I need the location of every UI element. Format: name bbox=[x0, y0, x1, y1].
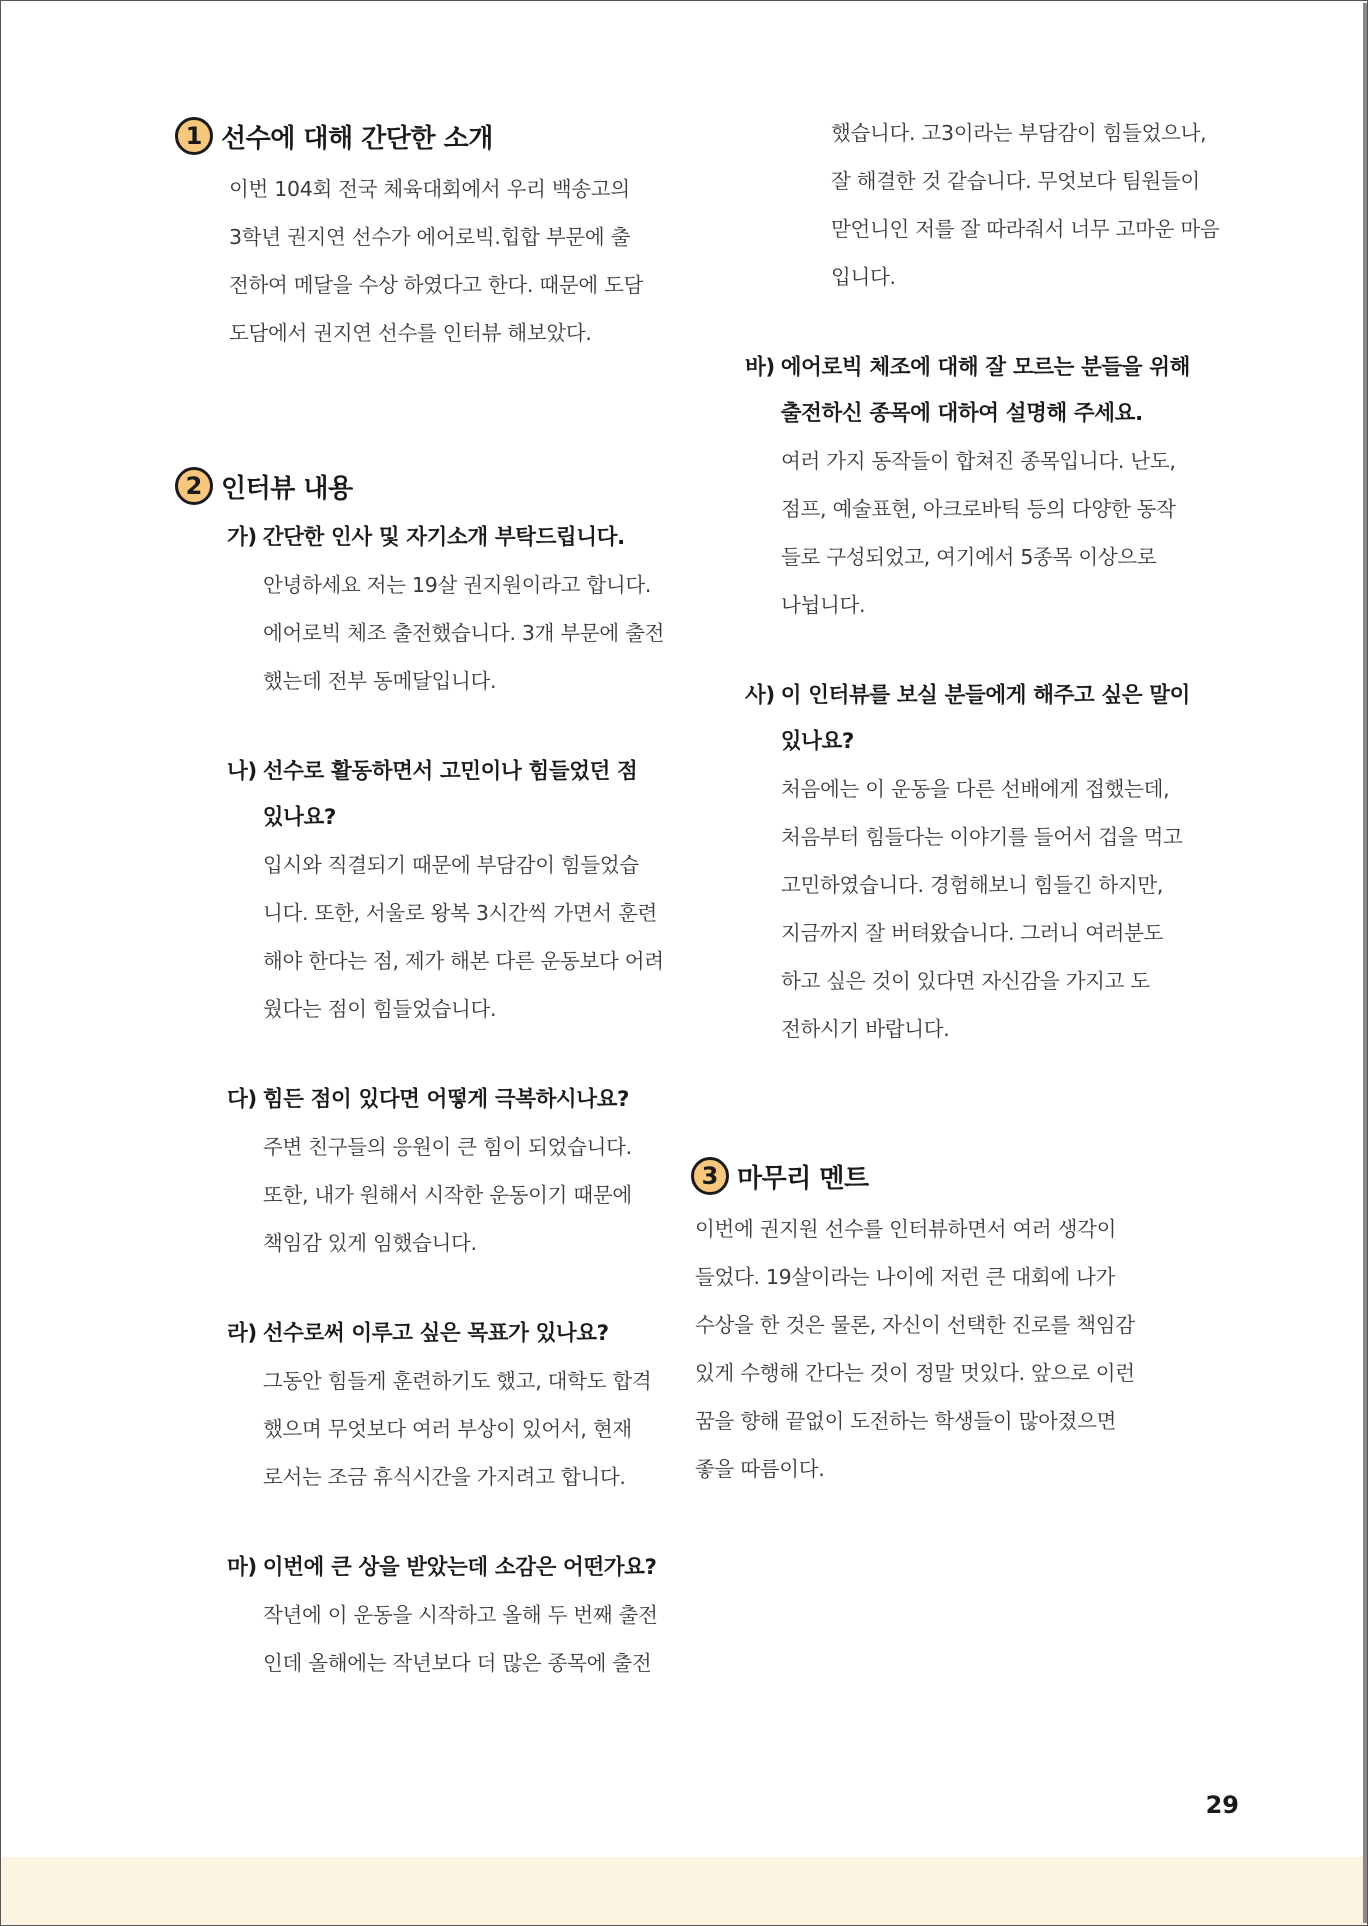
right-column bbox=[695, 109, 1263, 1493]
question-line: 있나요? bbox=[262, 805, 336, 830]
qa-block-da bbox=[175, 1077, 695, 1267]
text-line: 점프, 예술표현, 아크로바틱 등의 다양한 동작 bbox=[781, 497, 1176, 521]
text-line: 이번에 권지원 선수를 인터뷰하면서 여러 생각이 bbox=[695, 1217, 1117, 1241]
section-title-text: 인터뷰 내용 bbox=[221, 473, 353, 504]
section-number-badge: 1 bbox=[175, 117, 213, 155]
text-line: 하고 싶은 것이 있다면 자신감을 가지고 도 bbox=[781, 969, 1150, 993]
question-line: 이 인터뷰를 보실 분들에게 해주고 싶은 말이 bbox=[780, 683, 1190, 708]
text-line: 들로 구성되었고, 여기에서 5종목 이상으로 bbox=[781, 545, 1157, 569]
text-line: 했으며 무엇보다 여러 부상이 있어서, 현재 bbox=[263, 1417, 632, 1441]
text-line: 또한, 내가 원해서 시작한 운동이기 때문에 bbox=[263, 1183, 632, 1207]
text-line: 로서는 조금 휴식시간을 가지려고 합니다. bbox=[263, 1465, 626, 1489]
question-text: 이번에 큰 상을 받았는데 소감은 어떤가요? bbox=[262, 1555, 657, 1580]
answer bbox=[227, 561, 695, 705]
text-line: 전하여 메달을 수상 하였다고 한다. 때문에 도담 bbox=[229, 273, 644, 297]
question-line: 있나요? bbox=[780, 729, 854, 754]
qa-block-ga bbox=[175, 515, 695, 705]
question bbox=[745, 345, 1263, 437]
qa-block-ra bbox=[175, 1311, 695, 1501]
question-line: 선수로 활동하면서 고민이나 힘들었던 점 bbox=[262, 759, 638, 784]
question bbox=[227, 749, 695, 841]
text-line: 에어로빅 체조 출전했습니다. 3개 부문에 출전 bbox=[263, 621, 665, 645]
footer-band bbox=[1, 1857, 1367, 1925]
question-prefix: 가) bbox=[227, 525, 257, 550]
question-line: 에어로빅 체조에 대해 잘 모르는 분들을 위해 bbox=[780, 355, 1190, 380]
question-text: 힘든 점이 있다면 어떻게 극복하시나요? bbox=[262, 1087, 630, 1112]
question bbox=[227, 1311, 695, 1357]
text-line: 입시와 직결되기 때문에 부담감이 힘들었습 bbox=[263, 853, 639, 877]
left-column bbox=[175, 117, 695, 1687]
text-line: 들었다. 19살이라는 나이에 저런 큰 대회에 나가 bbox=[695, 1265, 1116, 1289]
answer bbox=[227, 1591, 695, 1687]
answer-continued bbox=[795, 109, 1263, 301]
question bbox=[227, 1545, 695, 1591]
answer bbox=[227, 1357, 695, 1501]
question-prefix: 사) bbox=[745, 683, 775, 708]
intro-paragraph bbox=[175, 165, 695, 357]
text-line: 수상을 한 것은 물론, 자신이 선택한 진로를 책임감 bbox=[695, 1313, 1135, 1337]
text-line: 책임감 있게 임했습니다. bbox=[263, 1231, 477, 1255]
section-ending-title bbox=[691, 1157, 1263, 1195]
question-text: 선수로써 이루고 싶은 목표가 있나요? bbox=[262, 1321, 609, 1346]
text-line: 나뉩니다. bbox=[781, 593, 866, 617]
text-line: 3학년 권지연 선수가 에어로빅.힙합 부문에 출 bbox=[229, 225, 631, 249]
qa-block-ba bbox=[695, 345, 1263, 629]
text-line: 여러 가지 동작들이 합쳐진 종목입니다. 난도, bbox=[781, 449, 1176, 473]
text-line: 인데 올해에는 작년보다 더 많은 종목에 출전 bbox=[263, 1651, 652, 1675]
qa-block-sa bbox=[695, 673, 1263, 1053]
answer bbox=[227, 841, 695, 1033]
text-line: 이번 104회 전국 체육대회에서 우리 백송고의 bbox=[229, 177, 630, 201]
section-title-text: 마무리 멘트 bbox=[737, 1163, 869, 1194]
question-text bbox=[263, 749, 638, 841]
text-line: 도담에서 권지연 선수를 인터뷰 해보았다. bbox=[229, 321, 592, 345]
question bbox=[745, 673, 1263, 765]
text-line: 처음부터 힘들다는 이야기를 들어서 겁을 먹고 bbox=[781, 825, 1183, 849]
answer bbox=[227, 1123, 695, 1267]
text-line: 작년에 이 운동을 시작하고 올해 두 번째 출전 bbox=[263, 1603, 658, 1627]
text-line: 좋을 따름이다. bbox=[695, 1457, 825, 1481]
text-line: 맏언니인 저를 잘 따라줘서 너무 고마운 마음 bbox=[831, 217, 1220, 241]
question-prefix: 나) bbox=[227, 759, 257, 784]
text-line: 처음에는 이 운동을 다른 선배에게 접했는데, bbox=[781, 777, 1170, 801]
qa-block-ma-continued bbox=[743, 109, 1263, 301]
question-prefix: 바) bbox=[745, 355, 775, 380]
text-line: 그동안 힘들게 훈련하기도 했고, 대학도 합격 bbox=[263, 1369, 652, 1393]
text-line: 안녕하세요 저는 19살 권지원이라고 합니다. bbox=[263, 573, 652, 597]
text-line: 입니다. bbox=[831, 265, 896, 289]
text-line: 니다. 또한, 서울로 왕복 3시간씩 가면서 훈련 bbox=[263, 901, 658, 925]
text-line: 고민하였습니다. 경험해보니 힘들긴 하지만, bbox=[781, 873, 1164, 897]
text-line: 지금까지 잘 버텨왔습니다. 그러니 여러분도 bbox=[781, 921, 1164, 945]
text-line: 있게 수행해 간다는 것이 정말 멋있다. 앞으로 이런 bbox=[695, 1361, 1135, 1385]
question-prefix: 다) bbox=[227, 1087, 257, 1112]
section-title-text: 선수에 대해 간단한 소개 bbox=[221, 123, 493, 154]
question-text bbox=[781, 345, 1190, 437]
ending-paragraph bbox=[695, 1205, 1263, 1493]
qa-block-ma bbox=[175, 1545, 695, 1687]
question-text: 간단한 인사 및 자기소개 부탁드립니다. bbox=[262, 525, 625, 550]
page-number: 29 bbox=[1205, 1791, 1239, 1819]
question bbox=[227, 515, 695, 561]
section-number-badge: 2 bbox=[175, 467, 213, 505]
text-line: 잘 해결한 것 같습니다. 무엇보다 팀원들이 bbox=[831, 169, 1200, 193]
question bbox=[227, 1077, 695, 1123]
text-line: 했는데 전부 동메달입니다. bbox=[263, 669, 497, 693]
text-line: 했습니다. 고3이라는 부담감이 힘들었으나, bbox=[831, 121, 1207, 145]
qa-block-na bbox=[175, 749, 695, 1033]
text-line: 전하시기 바랍니다. bbox=[781, 1017, 950, 1041]
text-line: 주변 친구들의 응원이 큰 힘이 되었습니다. bbox=[263, 1135, 632, 1159]
text-line: 꿈을 향해 끝없이 도전하는 학생들이 많아졌으면 bbox=[695, 1409, 1117, 1433]
question-prefix: 라) bbox=[227, 1321, 257, 1346]
text-line: 해야 한다는 점, 제가 해본 다른 운동보다 어려 bbox=[263, 949, 664, 973]
question-prefix: 마) bbox=[227, 1555, 257, 1580]
section-number-badge: 3 bbox=[691, 1157, 729, 1195]
question-line: 출전하신 종목에 대하여 설명해 주세요. bbox=[780, 401, 1143, 426]
answer bbox=[745, 437, 1263, 629]
text-line: 웠다는 점이 힘들었습니다. bbox=[263, 997, 497, 1021]
section-interview-title bbox=[175, 467, 695, 505]
question-text bbox=[781, 673, 1190, 765]
section-intro-title bbox=[175, 117, 695, 155]
answer bbox=[745, 765, 1263, 1053]
